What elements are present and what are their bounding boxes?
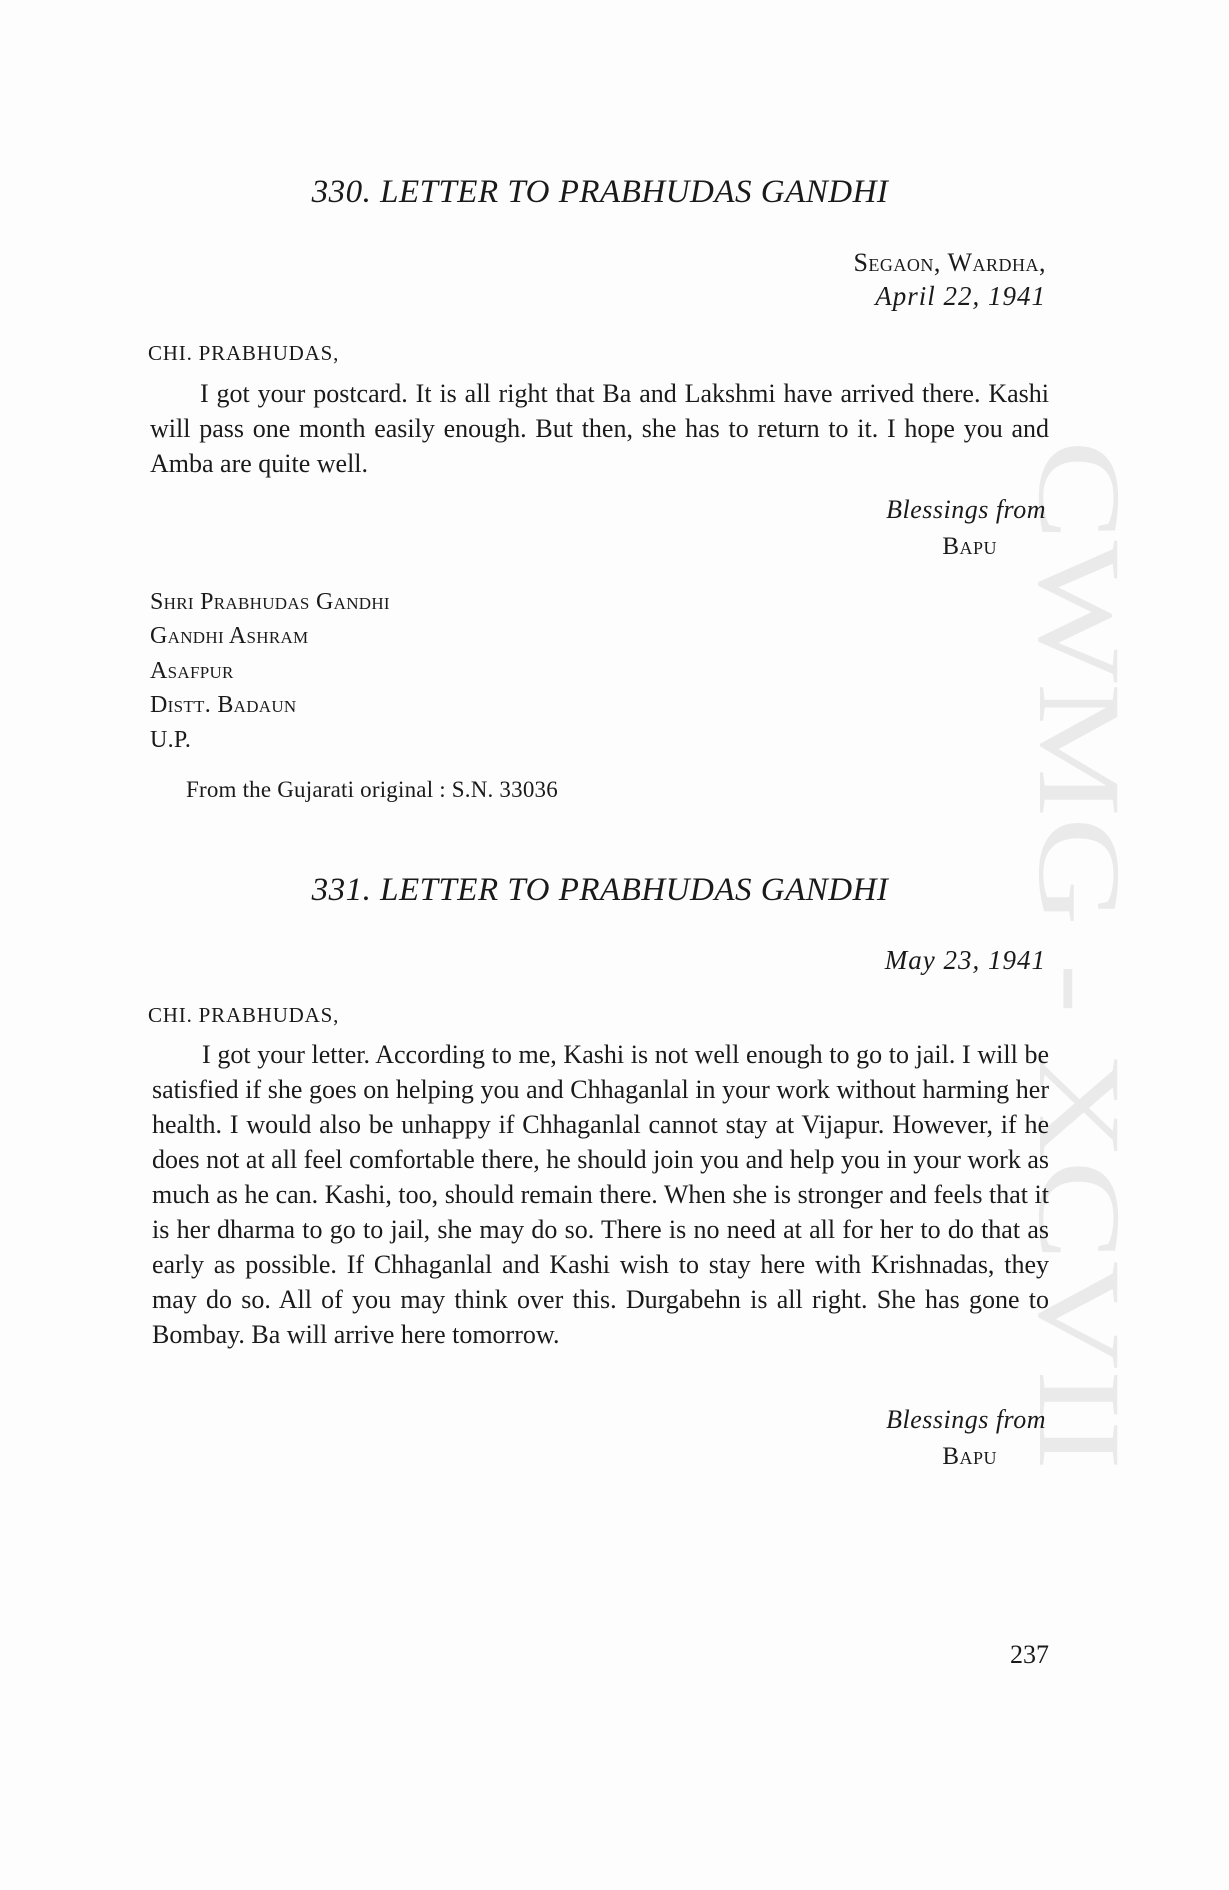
letter-date: April 22, 1941 [875,281,1046,311]
address-line: Gandhi Ashram [150,623,309,649]
source-note: From the Gujarati original : S.N. 33036 [186,777,558,802]
letter-place: Segaon, Wardha, [853,248,1046,277]
salutation: CHI. PRABHUDAS, [148,341,340,365]
signature: Bapu [942,1443,997,1470]
letter-title: 330. LETTER TO PRABHUDAS GANDHI [311,174,889,210]
closing: Blessings from [886,1405,1046,1434]
letter-date: May 23, 1941 [884,945,1046,975]
address-line: Distt. Badaun [150,692,297,718]
letter-body: I got your letter. According to me, Kashi is not well enough to go to jail. I will be satisfied if she goes on helping you and Chhaganlal in your work without harming her health. I would also be unhappy if Chhaganlal cannot stay at Vijapur. However, if he does not at all feel comfortable there, he should join you and help you in your work as much as he can. Kashi, too, should remain there. When she is stronger and feels that it is her dharma to go to jail, she may do so. There is no need at all for her to do that as early as possible. If Chhaganlal and Kashi wish to stay here with Krishnadas, they may do so. All of you may think over this. Durgabehn is all right. She has gone to Bombay. Ba will arrive here tomorrow. [152,1040,1049,1349]
salutation: CHI. PRABHUDAS, [148,1003,340,1027]
letter-title: 331. LETTER TO PRABHUDAS GANDHI [311,872,889,908]
signature: Bapu [942,533,997,560]
closing: Blessings from [886,495,1046,524]
address-line: U.P. [150,727,192,753]
address-line: Asafpur [150,658,234,684]
watermark-text: CWMG - XCVII [1014,440,1145,1247]
address-line: Shri Prabhudas Gandhi [150,589,390,615]
page-number: 237 [1010,1640,1049,1669]
letter-body: I got your postcard. It is all right that Ba and Lakshmi have arrived there. Kashi will pass one month easily enough. But then, she has to return to it. I hope you and Amba are quite well. [150,379,1049,478]
